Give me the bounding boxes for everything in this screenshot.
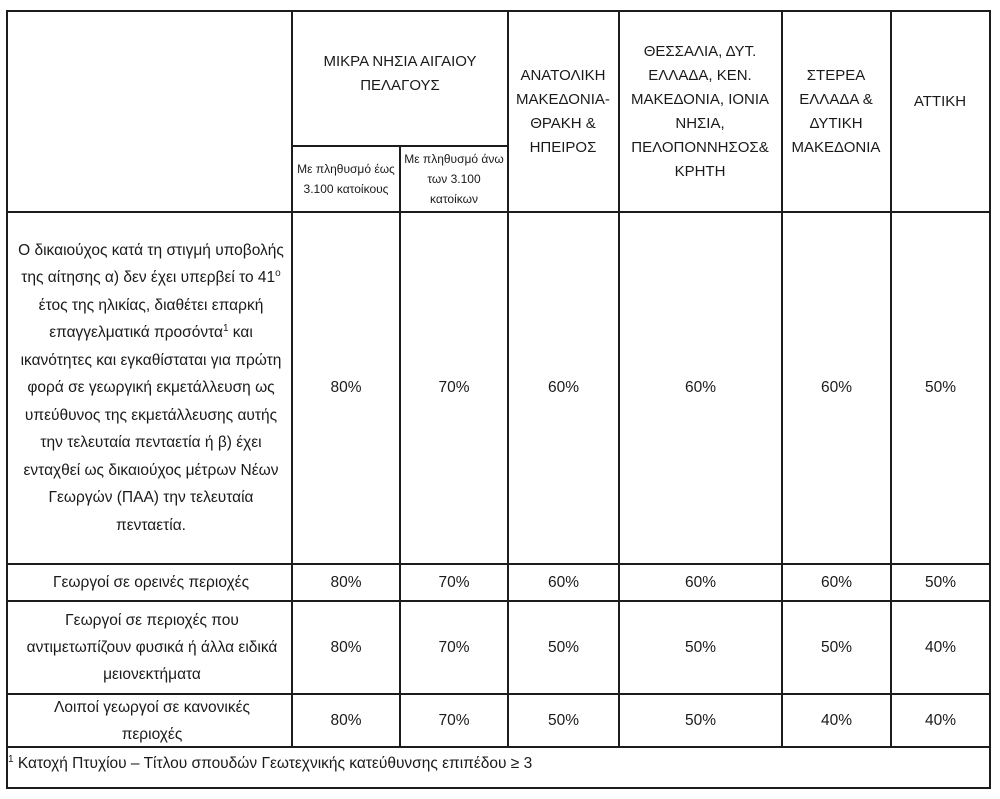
value-cell: 70% [438,379,470,396]
row-category-mountain-farmers: Γεωργοί σε ορεινές περιοχές [52,574,250,591]
value-cell: 70% [438,638,470,656]
footnote-marker: 1 [8,753,14,765]
header-islands: ΜΙΚΡΑ ΝΗΣΙΑ ΑΙΓΑΙΟΥ ΠΕΛΑΓΟΥΣ [323,53,477,94]
table-border-right [989,10,991,789]
category-text: Ο δικαιούχος κατά τη στιγμή υποβολής της αίτησης α) δεν έχει υπερβεί το 41 [18,241,284,287]
table-border-top [6,10,991,12]
value-cell: 60% [684,573,717,591]
value-cell: 50% [684,711,717,729]
row-category-other-farmers: Λοιποί γεωργοί σε κανονικές περιοχές [54,698,250,743]
header-east-macedonia-thrace-epirus: ΑΝΑΤΟΛΙΚΗ ΜΑΚΕΔΟΝΙΑ-ΘΡΑΚΗ & ΗΠΕΙΡΟΣ [516,67,610,156]
value-cell: 70% [438,711,470,729]
ordinal-superscript: ο [275,268,281,280]
value-cell: 40% [924,638,957,656]
table-border-bottom [6,787,991,789]
value-cell: 80% [330,573,362,591]
value-cell: 50% [547,638,580,656]
value-cell: 60% [684,379,717,396]
value-cell: 80% [330,711,362,729]
header-islands-large-population: Με πληθυσμό άνω των 3.100 κατοίκων [404,152,504,206]
category-text: και ικανότητες και εγκαθίσταται για πρώτη φορά σε γεωργική εκμετάλλευση ως υπεύθυνος της εκμετάλλευσης αυτής την τελευταία πενταετία ή β) έχει ενταχθεί ως δικαιούχος μέτρων Νέων Γεωργών (ΠΑΑ) την τελευταία πενταετία. [20,324,282,534]
footnote-text: Κατοχή Πτυχίου – Τίτλου σπουδών Γεωτεχνικής κατεύθυνσης επιπέδου ≥ 3 [13,755,533,772]
value-cell: 50% [684,638,717,656]
row-category-disadvantaged-farmers: Γεωργοί σε περιοχές που αντιμετωπίζουν φυσικά ή άλλα ειδικά μειονεκτήματα [26,612,278,683]
value-cell: 50% [820,638,853,656]
value-cell: 80% [330,379,362,396]
value-cell: 50% [924,573,957,591]
category-text: έτος της ηλικίας, διαθέτει επαρκή επαγγελματικά προσόντα [38,296,264,342]
header-thessaly-group: ΘΕΣΣΑΛΙΑ, ΔΥΤ. ΕΛΛΑΔΑ, ΚΕΝ. ΜΑΚΕΔΟΝΙΑ, ΙΟΝΙΑ ΝΗΣΙΑ, ΠΕΛΟΠΟΝΝΗΣΟΣ& ΚΡΗΤΗ [630,43,770,180]
header-sterea-west-macedonia: ΣΤΕΡΕΑ ΕΛΛΑΔΑ & ΔΥΤΙΚΗ ΜΑΚΕΔΟΝΙΑ [791,67,881,156]
value-cell: 60% [547,573,580,591]
header-islands-small-population: Με πληθυσμό έως 3.100 κατοίκους [297,162,395,196]
footnote-marker: 1 [222,323,229,335]
row-category-young-farmers [18,213,284,563]
value-cell: 80% [330,638,362,656]
header-attiki: ΑΤΤΙΚΗ [913,93,967,110]
value-cell: 70% [438,573,470,591]
value-cell: 50% [924,379,957,396]
value-cell: 40% [820,711,853,729]
table-border-left [6,10,8,789]
value-cell: 50% [547,711,580,729]
value-cell: 60% [547,379,580,396]
footnote [8,752,532,776]
value-cell: 60% [820,379,853,396]
value-cell: 60% [820,573,853,591]
value-cell: 40% [924,711,957,729]
